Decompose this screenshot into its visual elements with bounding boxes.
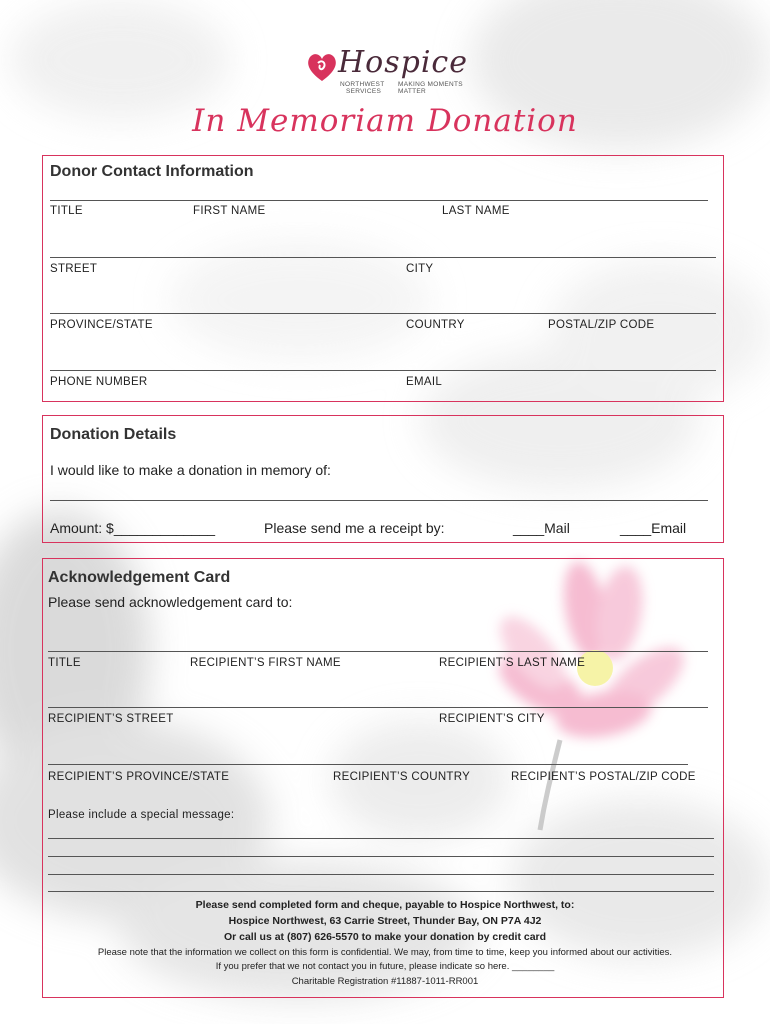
ack-last-name-label: RECIPIENT’S LAST NAME [439, 657, 586, 669]
footer-opt-out[interactable]: If you prefer that we not contact you in future, please indicate so here. ________ [215, 961, 555, 972]
ack-street-line[interactable] [48, 707, 708, 708]
donor-street-line[interactable] [50, 257, 716, 258]
memory-prompt: I would like to make a donation in memory of: [50, 462, 331, 478]
ack-postal-label: RECIPIENT’S POSTAL/ZIP CODE [511, 771, 696, 783]
donor-title-label: TITLE [50, 205, 83, 217]
hospice-logo [300, 45, 470, 105]
ack-first-name-label: RECIPIENT’S FIRST NAME [190, 657, 341, 669]
ack-title-label: TITLE [48, 657, 81, 669]
receipt-mail-option[interactable]: ____Mail [513, 520, 570, 536]
donor-last-name-label: LAST NAME [442, 205, 510, 217]
receipt-email-option[interactable]: ____Email [620, 520, 687, 536]
donor-province-label: PROVINCE/STATE [50, 319, 153, 331]
footer-address: Hospice Northwest, 63 Carrie Street, Thunder Bay, ON P7A 4J2 [228, 915, 542, 927]
donor-email-label: EMAIL [406, 376, 443, 388]
ack-heading: Acknowledgement Card [48, 569, 231, 586]
ack-province-line[interactable] [48, 764, 688, 765]
donor-contact-section [42, 155, 724, 402]
page-title: In Memoriam Donation [192, 103, 578, 139]
donation-heading: Donation Details [50, 426, 177, 443]
message-line-1[interactable] [48, 838, 714, 839]
special-message-label: Please include a special message: [48, 809, 235, 821]
logo-wordmark: Hospice [338, 45, 468, 80]
ack-intro: Please send acknowledgement card to: [48, 594, 293, 610]
donor-first-name-label: FIRST NAME [193, 205, 266, 217]
ack-province-label: RECIPIENT’S PROVINCE/STATE [48, 771, 230, 783]
logo-sub-left: NORTHWEST SERVICES [340, 81, 385, 95]
message-line-3[interactable] [48, 874, 714, 875]
footer-send-instructions: Please send completed form and cheque, payable to Hospice Northwest, to: [195, 899, 575, 911]
footer-privacy-note: Please note that the information we collect on this form is confidential. We may, from time to time, keep you informed about our activities. [97, 947, 673, 958]
receipt-prompt: Please send me a receipt by: [264, 520, 445, 536]
donor-city-label: CITY [406, 263, 434, 275]
ack-name-line[interactable] [48, 651, 708, 652]
donor-country-label: COUNTRY [406, 319, 465, 331]
logo-sub-right: MAKING MOMENTS MATTER [398, 81, 463, 95]
donor-postal-label: POSTAL/ZIP CODE [548, 319, 655, 331]
donor-phone-label: PHONE NUMBER [50, 376, 148, 388]
donor-province-line[interactable] [50, 313, 716, 314]
memory-line[interactable] [50, 500, 708, 501]
ack-country-label: RECIPIENT’S COUNTRY [333, 771, 471, 783]
donor-street-label: STREET [50, 263, 98, 275]
amount-field[interactable]: Amount: $_____________ [50, 520, 216, 536]
footer-charitable-registration: Charitable Registration #11887-1011-RR001 [291, 976, 479, 987]
ack-street-label: RECIPIENT’S STREET [48, 713, 174, 725]
donor-phone-line[interactable] [50, 370, 716, 371]
heart-logo-icon [304, 49, 340, 85]
footer-phone: Or call us at (807) 626-5570 to make your donation by credit card [223, 931, 547, 943]
donor-heading: Donor Contact Information [50, 163, 254, 180]
donor-name-line[interactable] [50, 200, 708, 201]
message-line-2[interactable] [48, 856, 714, 857]
message-line-4[interactable] [48, 891, 714, 892]
ack-city-label: RECIPIENT’S CITY [439, 713, 545, 725]
